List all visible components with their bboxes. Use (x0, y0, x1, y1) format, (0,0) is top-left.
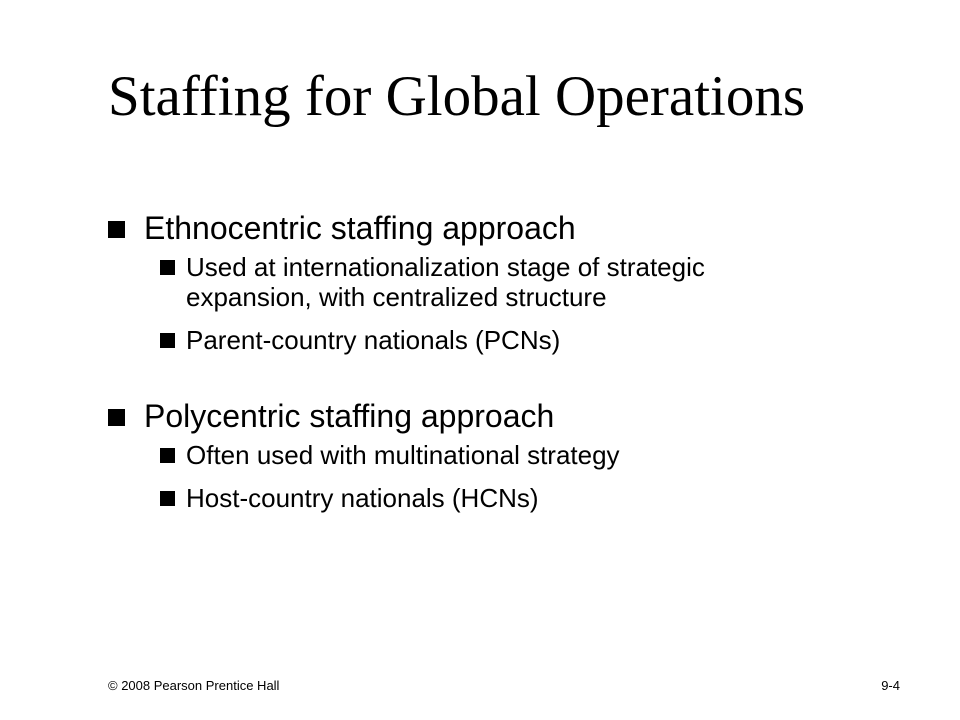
sub-list (160, 440, 828, 513)
square-bullet-icon (160, 448, 175, 463)
bullet-list (108, 208, 828, 526)
list-item (160, 325, 828, 355)
section-ethnocentric (108, 208, 828, 248)
square-bullet-icon (160, 260, 175, 275)
list-item-text: Often used with multinational strategy (186, 440, 620, 470)
slide-title: Staffing for Global Operations (108, 65, 806, 128)
list-item-text: Parent-country nationals (PCNs) (186, 325, 561, 355)
list-item (160, 252, 828, 312)
footer-page-number: 9-4 (881, 678, 900, 693)
list-item-text: Used at internationalization stage of strategic expansion, with centralized structure (186, 252, 705, 312)
list-item-text: Host-country nationals (HCNs) (186, 483, 539, 513)
square-bullet-icon (108, 409, 125, 426)
section-polycentric (108, 396, 828, 436)
section-gap (108, 368, 828, 396)
square-bullet-icon (108, 221, 125, 238)
square-bullet-icon (160, 491, 175, 506)
square-bullet-icon (160, 333, 175, 348)
list-item (160, 483, 828, 513)
section-heading: Ethnocentric staffing approach (144, 210, 576, 246)
list-item (160, 440, 828, 470)
sub-list (160, 252, 828, 355)
section-heading: Polycentric staffing approach (144, 398, 555, 434)
footer-copyright: © 2008 Pearson Prentice Hall (108, 678, 280, 693)
